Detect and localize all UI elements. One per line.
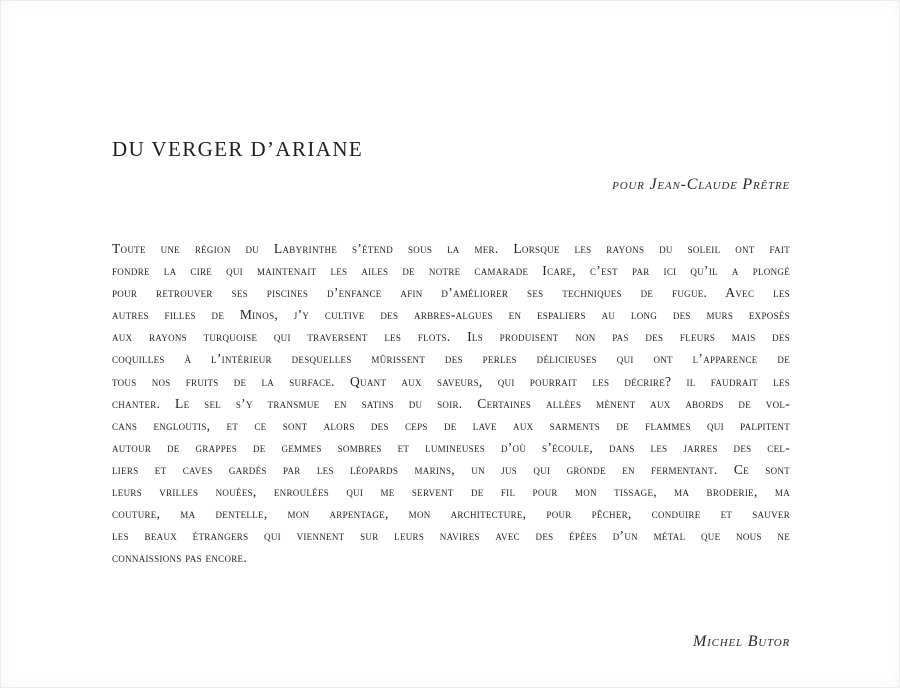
text-line: liers et caves gardés par les léopards marins, un jus qui gronde en fermentant. Ce sont [112,461,790,477]
text-line: fondre la cire qui maintenait les ailes de notre camarade Icare, c’est par ici qu’il a plongé [112,263,790,279]
text-line: chanter. Le sel s’y transmue en satins du soir. Certaines allées mènent aux abords de vol- [112,395,790,411]
author-signature: Michel Butor [692,633,790,650]
text-line: couture, ma dentelle, mon arpentage, mon architecture, pour pêcher, conduire et sauver [112,506,790,522]
text-line: pour retrouver ses piscines d’enfance afin d’améliorer ses techniques de fugue. Avec les [112,285,790,301]
text-line: Toute une région du Labyrinthe s’étend sous la mer. Lorsque les rayons du soleil ont fait [112,241,790,256]
text-line: autour de grappes de gemmes sombres et lumineuses d’où s’écoule, dans les jarres des cel- [112,439,790,455]
page-title: DU VERGER D’ARIANE [112,137,364,161]
text-line: connaissions pas encore. [112,550,248,566]
text-line: tous nos fruits de la surface. Quant aux saveurs, qui pourrait les décrire? il faudrait les [112,373,790,389]
dedication: pour Jean-Claude Prêtre [612,176,790,193]
text-line: coquilles à l’intérieur desquelles mûrissent des perles délicieuses qui ont l’apparence de [112,351,790,367]
text-line: aux rayons turquoise qui traversent les flots. Ils produisent non pas des fleurs mais des [112,329,790,345]
text-line: cans engloutis, et ce sont alors des ceps de lave aux sarments de flammes qui palpitent [112,417,790,433]
text-line: leurs vrilles nouées, enroulées qui me servent de fil pour mon tissage, ma broderie, ma [112,484,790,500]
text-line: autres filles de Minos, j’y cultive des arbres-algues en espaliers au long des murs exposés [112,307,790,323]
body-paragraph [112,238,790,569]
text-line: les beaux étrangers qui viennent sur leurs navires avec des épées d’un métal que nous ne [112,528,790,544]
